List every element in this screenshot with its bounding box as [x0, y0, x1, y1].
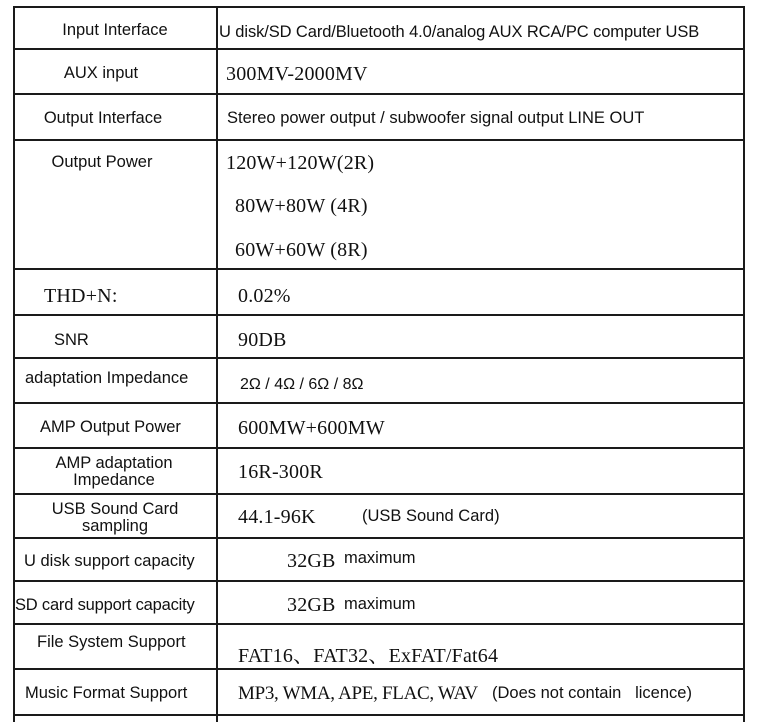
spec-value: 32GB	[287, 550, 336, 572]
row-divider	[13, 357, 745, 359]
spec-value: 2Ω / 4Ω / 6Ω / 8Ω	[240, 376, 364, 393]
spec-label: File System Support	[37, 633, 186, 651]
table-border-top	[13, 6, 745, 8]
spec-value: 16R-300R	[238, 461, 323, 483]
table-border-right	[743, 6, 745, 722]
row-divider	[13, 268, 745, 270]
spec-label: adaptation Impedance	[25, 369, 189, 387]
spec-value: 32GB	[287, 594, 336, 616]
row-divider	[13, 714, 745, 716]
spec-label: SD card support capacity	[15, 596, 195, 614]
row-divider	[13, 493, 745, 495]
row-divider	[13, 314, 745, 316]
spec-label	[14, 455, 214, 489]
spec-value: FAT16、FAT32、ExFAT/Fat64	[238, 645, 499, 667]
spec-value: 600MW+600MW	[238, 417, 385, 439]
row-divider	[13, 48, 745, 50]
row-divider	[13, 580, 745, 582]
spec-label: U disk support capacity	[24, 552, 195, 570]
spec-label: THD+N:	[44, 285, 118, 307]
spec-label-line: Impedance	[73, 471, 155, 489]
spec-label: Output Interface	[43, 109, 163, 127]
spec-value: 0.02%	[238, 285, 291, 307]
row-divider	[13, 93, 745, 95]
spec-note: (Does not contain licence)	[492, 684, 692, 702]
spec-value: 90DB	[238, 329, 287, 351]
table-column-divider	[216, 6, 218, 722]
row-divider	[13, 668, 745, 670]
spec-value: 60W+60W (8R)	[235, 239, 368, 261]
spec-label: Input Interface	[62, 21, 168, 39]
spec-note: (USB Sound Card)	[362, 507, 500, 525]
spec-label-line: AMP adaptation	[55, 454, 173, 472]
spec-value: U disk/SD Card/Bluetooth 4.0/analog AUX RCA/PC computer USB	[219, 23, 700, 41]
spec-label: Output Power	[51, 153, 153, 171]
spec-value: Stereo power output / subwoofer signal output LINE OUT	[227, 109, 645, 127]
spec-label: AUX input	[63, 64, 139, 82]
spec-label: Music Format Support	[25, 684, 188, 702]
spec-label-line: sampling	[81, 517, 149, 535]
spec-value: 300MV-2000MV	[226, 63, 368, 85]
row-divider	[13, 447, 745, 449]
spec-value: 44.1-96K	[238, 506, 316, 528]
spec-label: AMP Output Power	[40, 418, 181, 436]
row-divider	[13, 402, 745, 404]
row-divider	[13, 139, 745, 141]
spec-label: SNR	[54, 331, 89, 349]
spec-value: 120W+120W(2R)	[226, 152, 375, 174]
spec-note: maximum	[344, 549, 416, 567]
row-divider	[13, 537, 745, 539]
spec-note: maximum	[344, 595, 416, 613]
spec-label	[14, 501, 216, 535]
row-divider	[13, 623, 745, 625]
spec-value: MP3, WMA, APE, FLAC, WAV	[238, 683, 478, 704]
spec-label-line: USB Sound Card	[51, 500, 179, 518]
spec-value: 80W+80W (4R)	[235, 195, 368, 217]
